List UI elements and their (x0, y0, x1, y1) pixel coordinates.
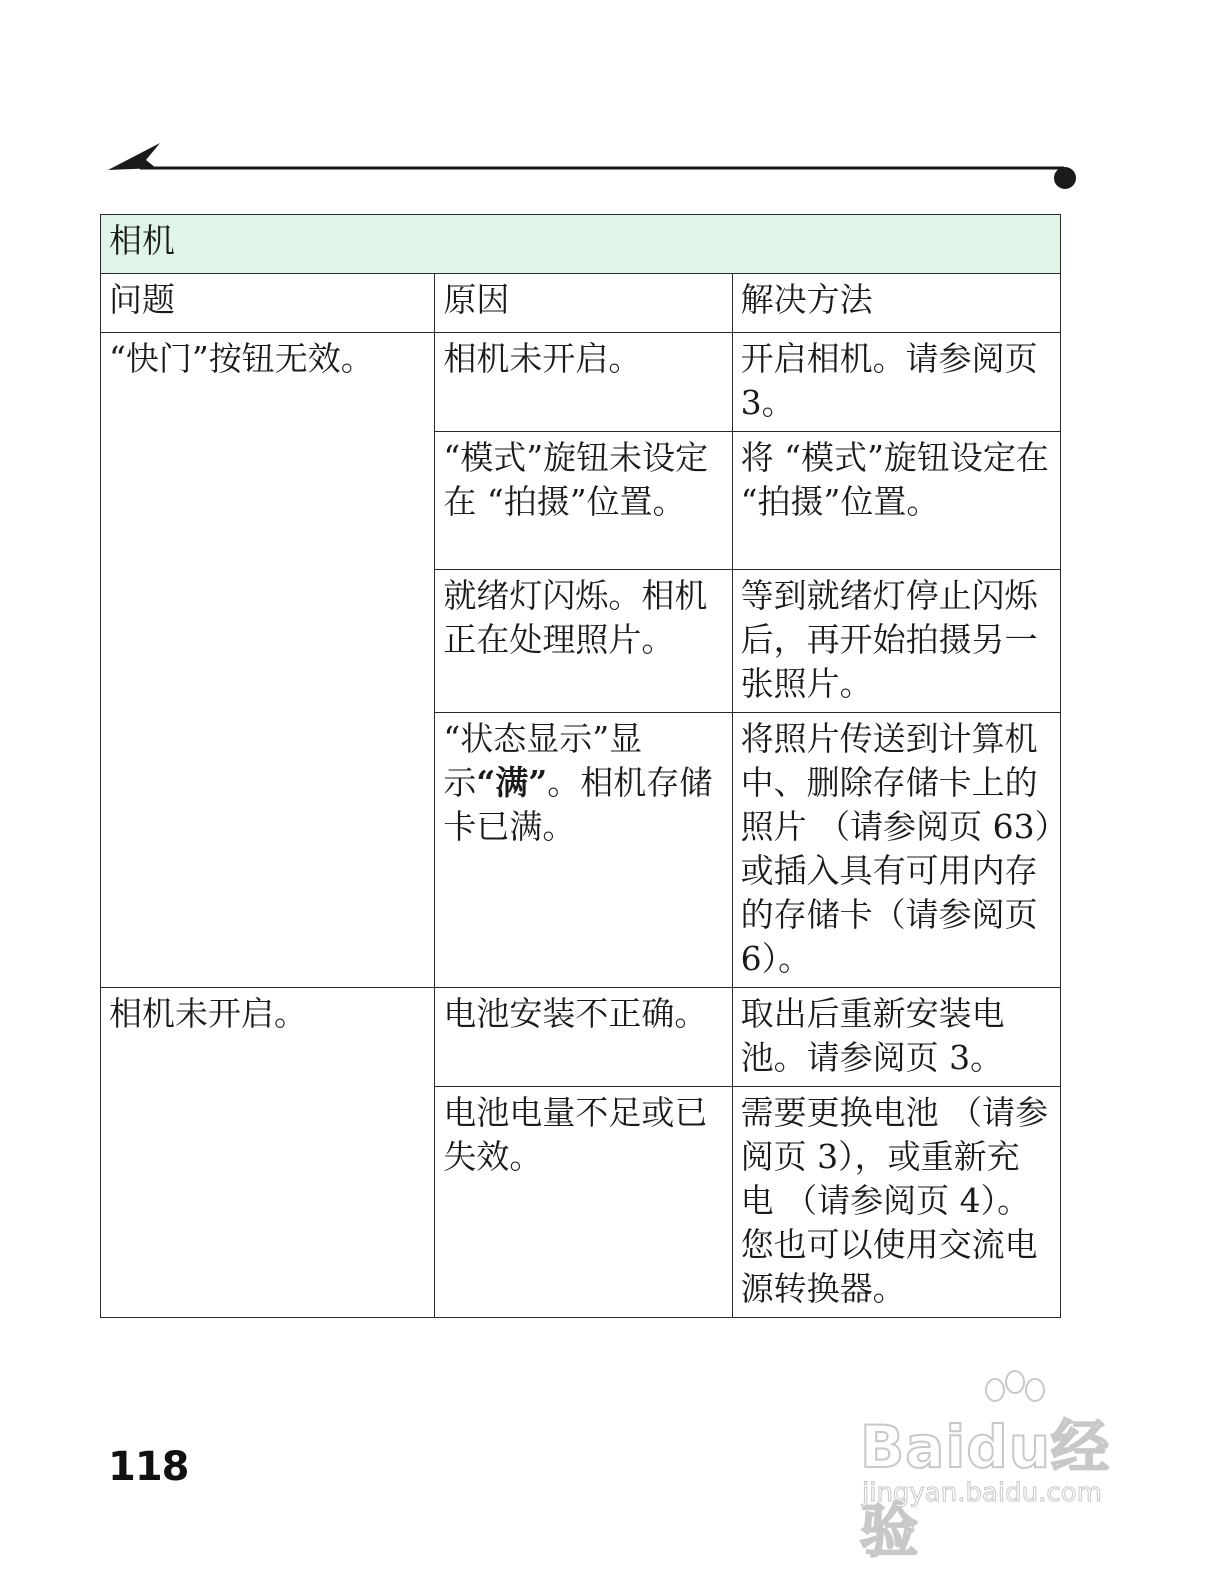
cause-cell: 电池安装不正确。 (435, 988, 732, 1087)
cause-cell (435, 713, 732, 988)
solution-cell: 开启相机。请参阅页 3。 (732, 333, 1060, 432)
section-header-row (101, 215, 1061, 274)
cause-suffix: 。相机存储卡已满。 (443, 763, 713, 846)
page-number: 118 (108, 1444, 189, 1490)
cause-prefix: “状态显示”显示 (443, 719, 643, 802)
table-row (101, 988, 1061, 1087)
solution-cell: 将照片传送到计算机中、删除存储卡上的照片 （请参阅页 63）或插入具有可用内存的存储卡（请参阅页 6）。 (732, 713, 1060, 988)
cause-cell: 电池电量不足或已失效。 (435, 1087, 732, 1318)
cause-cell: “模式”旋钮未设定在 “拍摄”位置。 (435, 432, 732, 570)
column-header-row (101, 274, 1061, 333)
watermark-main: Baidu经验 (860, 1413, 1111, 1565)
solution-cell: 取出后重新安装电池。请参阅页 3。 (732, 988, 1060, 1087)
column-header-solution: 解决方法 (732, 274, 1060, 333)
solution-cell: 等到就绪灯停止闪烁后，再开始拍摄另一张照片。 (732, 570, 1060, 713)
cause-bold-value: “满” (476, 763, 548, 802)
troubleshooting-table (100, 214, 1061, 1318)
solution-cell: 需要更换电池 （请参阅页 3），或重新充电 （请参阅页 4）。您也可以使用交流电源转换器。 (732, 1087, 1060, 1318)
cause-cell: 相机未开启。 (435, 333, 732, 432)
table-row (101, 333, 1061, 432)
problem-cell: “快门”按钮无效。 (101, 333, 435, 988)
section-title: 相机 (101, 215, 1061, 274)
solution-cell: 将 “模式”旋钮设定在 “拍摄”位置。 (732, 432, 1060, 570)
column-header-problem: 问题 (101, 274, 435, 333)
problem-cell: 相机未开启。 (101, 988, 435, 1318)
cause-cell: 就绪灯闪烁。相机正在处理照片。 (435, 570, 732, 713)
watermark-url: jingyan.baidu.com (862, 1478, 1102, 1508)
header-rule-decoration (0, 0, 1224, 200)
column-header-cause: 原因 (435, 274, 732, 333)
watermark (860, 1380, 1150, 1565)
